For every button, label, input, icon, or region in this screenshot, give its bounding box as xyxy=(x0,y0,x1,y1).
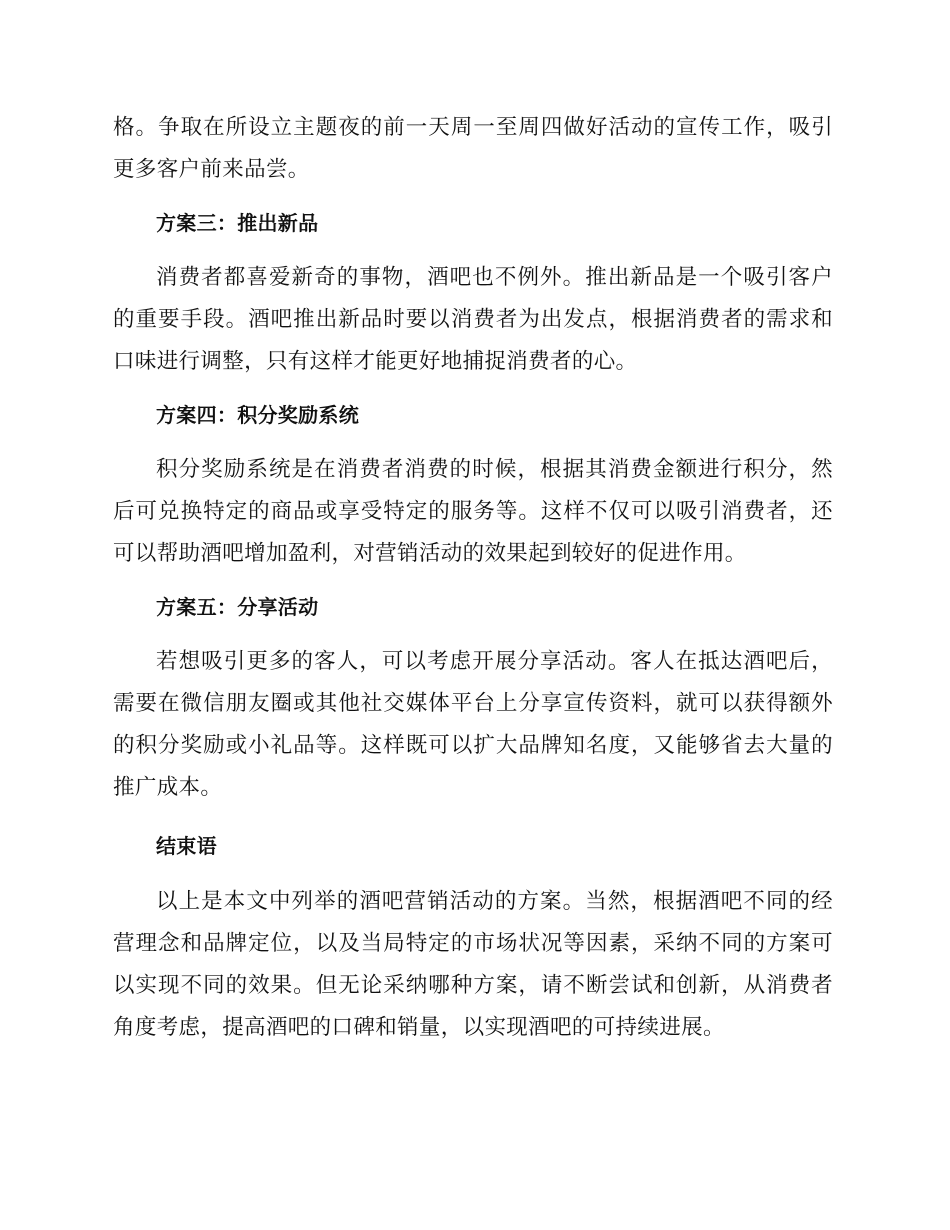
paragraph-continued: 格。争取在所设立主题夜的前一天周一至周四做好活动的宣传工作，吸引更多客户前来品尝。 xyxy=(113,115,833,182)
paragraph-conclusion: 以上是本文中列举的酒吧营销活动的方案。当然，根据酒吧不同的经营理念和品牌定位，以及当局特定的市场状况等因素，采纳不同的方案可以实现不同的效果。但无论采纳哪种方案，请不断尝试和创新，从消费者角度考虑，提高酒吧的口碑和销量，以实现酒吧的可持续进展。 xyxy=(113,889,833,1040)
section-heading-plan-4: 方案四：积分奖励系统 xyxy=(156,403,359,427)
paragraph-plan-5: 若想吸引更多的客人，可以考虑开展分享活动。客人在抵达酒吧后，需要在微信朋友圈或其他社交媒体平台上分享宣传资料，就可以获得额外的积分奖励或小礼品等。这样既可以扩大品牌知名度，又能够省去大量的推广成本。 xyxy=(113,649,833,800)
document-page xyxy=(113,0,833,1049)
paragraph-plan-3: 消费者都喜爱新奇的事物，酒吧也不例外。推出新品是一个吸引客户的重要手段。酒吧推出新品时要以消费者为出发点，根据消费者的需求和口味进行调整，只有这样才能更好地捕捉消费者的心。 xyxy=(113,265,833,374)
section-heading-plan-5: 方案五：分享活动 xyxy=(156,595,319,619)
section-heading-plan-3: 方案三：推出新品 xyxy=(156,211,319,235)
section-heading-conclusion: 结束语 xyxy=(156,834,217,858)
paragraph-plan-4: 积分奖励系统是在消费者消费的时候，根据其消费金额进行积分，然后可兑换特定的商品或享受特定的服务等。这样不仅可以吸引消费者，还可以帮助酒吧增加盈利，对营销活动的效果起到较好的促进作用。 xyxy=(113,457,833,566)
